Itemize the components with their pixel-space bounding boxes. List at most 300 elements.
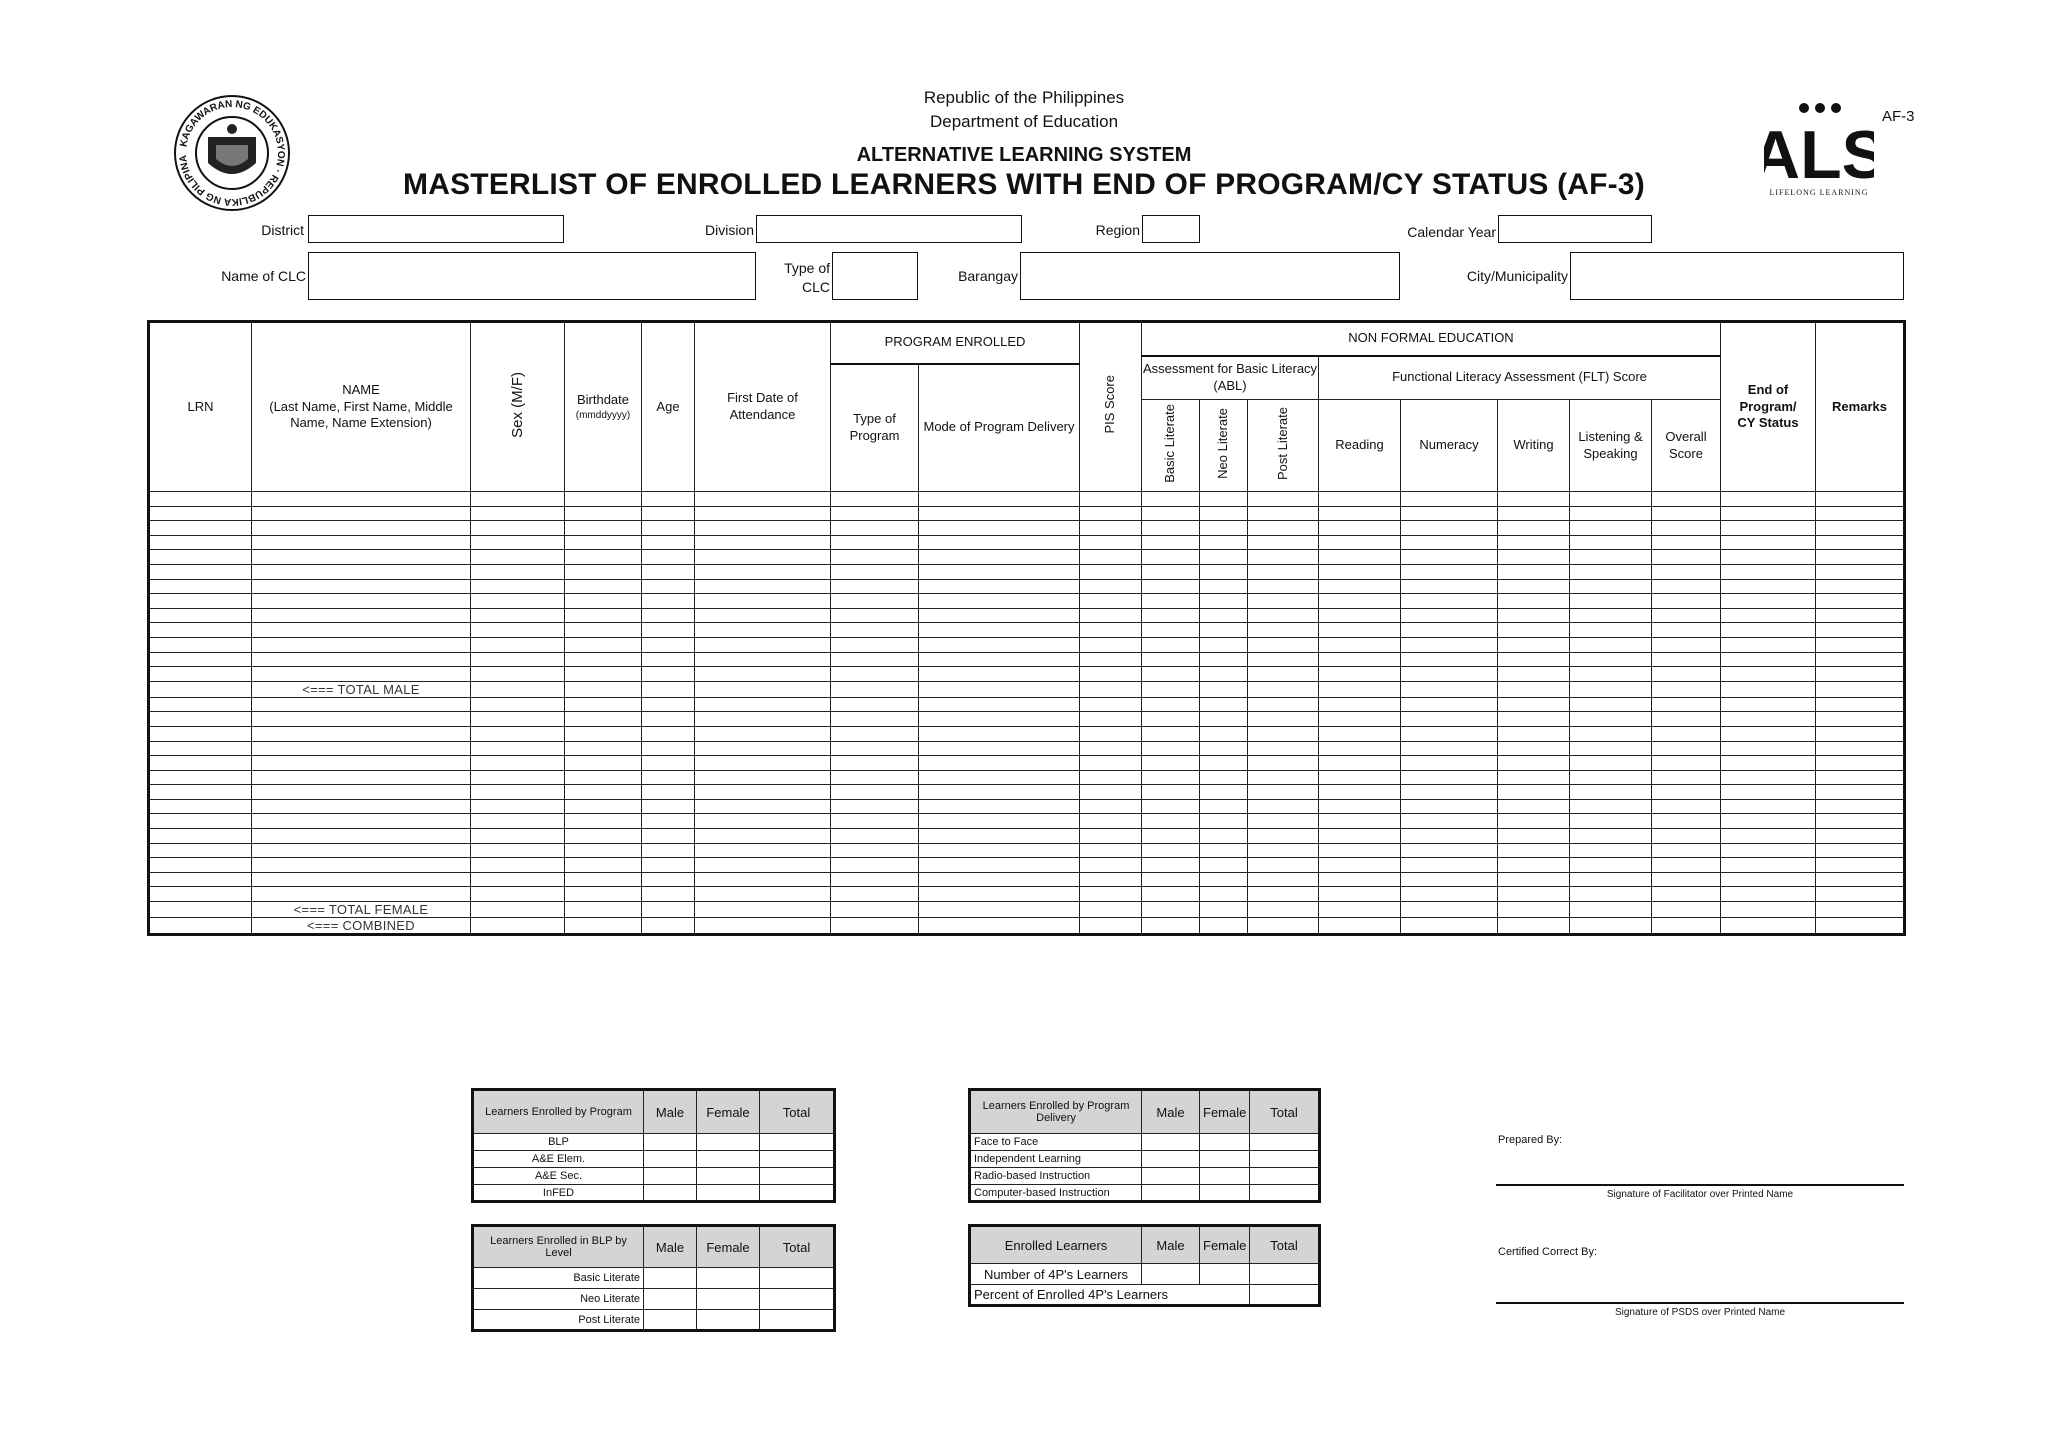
table-cell[interactable] xyxy=(695,814,831,829)
table-cell[interactable] xyxy=(1816,579,1905,594)
table-cell[interactable] xyxy=(1652,550,1721,565)
table-cell[interactable] xyxy=(695,667,831,682)
table-cell[interactable] xyxy=(1401,521,1498,536)
table-cell[interactable] xyxy=(1401,608,1498,623)
table-cell[interactable] xyxy=(471,829,565,844)
cell[interactable] xyxy=(760,1134,835,1151)
table-cell[interactable] xyxy=(1652,594,1721,609)
table-cell[interactable] xyxy=(1401,872,1498,887)
table-cell[interactable] xyxy=(1816,741,1905,756)
table-cell[interactable] xyxy=(695,564,831,579)
table-cell[interactable] xyxy=(1721,681,1816,697)
table-cell[interactable] xyxy=(642,726,695,741)
table-cell[interactable] xyxy=(1142,535,1200,550)
table-cell[interactable] xyxy=(565,608,642,623)
table-cell[interactable] xyxy=(1652,535,1721,550)
cell[interactable] xyxy=(644,1289,697,1310)
table-cell[interactable] xyxy=(1080,667,1142,682)
table-cell[interactable] xyxy=(1200,902,1248,918)
table-cell[interactable] xyxy=(695,918,831,935)
table-cell[interactable] xyxy=(1570,902,1652,918)
table-cell[interactable] xyxy=(1248,887,1319,902)
table-cell[interactable] xyxy=(1319,799,1401,814)
table-cell[interactable] xyxy=(252,579,471,594)
table-cell[interactable] xyxy=(1816,902,1905,918)
table-cell[interactable] xyxy=(1570,623,1652,638)
table-cell[interactable] xyxy=(1080,564,1142,579)
table-cell[interactable] xyxy=(1652,741,1721,756)
table-cell[interactable] xyxy=(642,637,695,652)
table-cell[interactable] xyxy=(831,579,919,594)
table-cell[interactable] xyxy=(471,902,565,918)
table-cell[interactable] xyxy=(919,652,1080,667)
table-cell[interactable] xyxy=(1248,872,1319,887)
table-cell[interactable] xyxy=(1816,785,1905,800)
table-cell[interactable] xyxy=(1652,579,1721,594)
table-cell[interactable] xyxy=(1721,535,1816,550)
table-cell[interactable] xyxy=(1142,726,1200,741)
table-cell[interactable] xyxy=(1200,637,1248,652)
table-cell[interactable] xyxy=(1498,799,1570,814)
table-cell[interactable] xyxy=(1248,637,1319,652)
table-cell[interactable] xyxy=(1248,492,1319,507)
table-cell[interactable] xyxy=(1652,652,1721,667)
cell[interactable] xyxy=(760,1289,835,1310)
table-cell[interactable] xyxy=(252,829,471,844)
table-cell[interactable] xyxy=(1142,918,1200,935)
table-cell[interactable] xyxy=(695,887,831,902)
table-cell[interactable] xyxy=(1319,667,1401,682)
table-cell[interactable] xyxy=(565,681,642,697)
table-cell[interactable] xyxy=(695,594,831,609)
cell[interactable] xyxy=(697,1310,760,1331)
table-cell[interactable] xyxy=(565,697,642,712)
table-cell[interactable] xyxy=(1816,623,1905,638)
table-cell[interactable] xyxy=(1200,550,1248,565)
table-cell[interactable] xyxy=(252,712,471,727)
table-cell[interactable] xyxy=(1498,535,1570,550)
table-cell[interactable] xyxy=(1080,492,1142,507)
table-cell[interactable] xyxy=(831,726,919,741)
cell[interactable] xyxy=(644,1268,697,1289)
table-cell[interactable] xyxy=(1652,770,1721,785)
table-cell[interactable] xyxy=(1248,785,1319,800)
table-cell[interactable] xyxy=(149,492,252,507)
table-cell[interactable] xyxy=(1142,652,1200,667)
table-cell[interactable] xyxy=(149,799,252,814)
table-cell[interactable] xyxy=(149,594,252,609)
table-cell[interactable] xyxy=(1401,918,1498,935)
table-cell[interactable] xyxy=(1200,785,1248,800)
cell[interactable] xyxy=(1250,1285,1320,1306)
table-cell[interactable] xyxy=(1498,652,1570,667)
table-cell[interactable] xyxy=(831,564,919,579)
table-cell[interactable] xyxy=(642,550,695,565)
table-cell[interactable] xyxy=(1498,726,1570,741)
cell[interactable] xyxy=(697,1134,760,1151)
table-cell[interactable] xyxy=(1401,829,1498,844)
table-cell[interactable] xyxy=(471,756,565,771)
table-cell[interactable] xyxy=(1401,535,1498,550)
table-cell[interactable] xyxy=(1498,564,1570,579)
table-cell[interactable] xyxy=(919,681,1080,697)
table-cell[interactable] xyxy=(565,712,642,727)
table-cell[interactable] xyxy=(1319,785,1401,800)
table-cell[interactable] xyxy=(252,814,471,829)
table-cell[interactable] xyxy=(1401,887,1498,902)
cell[interactable] xyxy=(1142,1168,1200,1185)
table-cell[interactable] xyxy=(149,756,252,771)
table-cell[interactable] xyxy=(1401,756,1498,771)
table-cell[interactable] xyxy=(149,872,252,887)
table-cell[interactable] xyxy=(1200,872,1248,887)
table-cell[interactable] xyxy=(695,902,831,918)
table-cell[interactable] xyxy=(149,637,252,652)
table-cell[interactable] xyxy=(1721,492,1816,507)
table-cell[interactable] xyxy=(919,564,1080,579)
table-cell[interactable] xyxy=(695,681,831,697)
table-cell[interactable] xyxy=(1200,521,1248,536)
table-cell[interactable] xyxy=(565,814,642,829)
table-cell[interactable] xyxy=(1200,829,1248,844)
table-cell[interactable] xyxy=(695,829,831,844)
table-cell[interactable] xyxy=(919,858,1080,873)
table-cell[interactable] xyxy=(1248,829,1319,844)
table-cell[interactable] xyxy=(831,652,919,667)
table-cell[interactable] xyxy=(1080,902,1142,918)
table-cell[interactable] xyxy=(1652,872,1721,887)
cell[interactable] xyxy=(1250,1264,1320,1285)
cell[interactable] xyxy=(1142,1264,1200,1285)
table-cell[interactable] xyxy=(1570,814,1652,829)
table-cell[interactable] xyxy=(1248,902,1319,918)
table-cell[interactable] xyxy=(1401,799,1498,814)
table-cell[interactable] xyxy=(565,623,642,638)
table-cell[interactable] xyxy=(831,492,919,507)
table-cell[interactable] xyxy=(1200,594,1248,609)
table-cell[interactable] xyxy=(831,770,919,785)
table-cell[interactable] xyxy=(565,550,642,565)
table-cell[interactable] xyxy=(252,697,471,712)
cell[interactable] xyxy=(1250,1134,1320,1151)
table-cell[interactable] xyxy=(1816,887,1905,902)
table-cell[interactable] xyxy=(565,829,642,844)
table-cell[interactable] xyxy=(252,594,471,609)
cell[interactable] xyxy=(644,1151,697,1168)
table-cell[interactable] xyxy=(1721,887,1816,902)
table-cell[interactable] xyxy=(695,872,831,887)
table-cell[interactable] xyxy=(1200,652,1248,667)
table-cell[interactable] xyxy=(1652,726,1721,741)
table-cell[interactable] xyxy=(1401,726,1498,741)
table-cell[interactable] xyxy=(1816,872,1905,887)
table-cell[interactable] xyxy=(642,506,695,521)
table-cell[interactable] xyxy=(1248,858,1319,873)
table-cell[interactable] xyxy=(642,799,695,814)
table-cell[interactable] xyxy=(919,506,1080,521)
table-cell[interactable] xyxy=(1248,608,1319,623)
table-cell[interactable] xyxy=(695,637,831,652)
table-cell[interactable] xyxy=(149,550,252,565)
table-cell[interactable] xyxy=(1652,564,1721,579)
table-cell[interactable] xyxy=(565,535,642,550)
table-cell[interactable] xyxy=(1721,814,1816,829)
table-cell[interactable] xyxy=(1570,637,1652,652)
table-cell[interactable] xyxy=(1080,726,1142,741)
cell[interactable] xyxy=(1200,1264,1250,1285)
table-cell[interactable] xyxy=(1200,623,1248,638)
table-cell[interactable] xyxy=(1652,814,1721,829)
table-cell[interactable] xyxy=(1570,770,1652,785)
table-cell[interactable] xyxy=(831,814,919,829)
table-cell[interactable] xyxy=(831,550,919,565)
table-cell[interactable] xyxy=(919,550,1080,565)
table-cell[interactable] xyxy=(149,785,252,800)
table-cell[interactable] xyxy=(1248,843,1319,858)
table-cell[interactable] xyxy=(642,918,695,935)
table-cell[interactable] xyxy=(252,550,471,565)
table-cell[interactable] xyxy=(471,858,565,873)
table-cell[interactable] xyxy=(642,741,695,756)
table-cell[interactable] xyxy=(831,741,919,756)
table-cell[interactable] xyxy=(1200,712,1248,727)
cell[interactable] xyxy=(760,1268,835,1289)
table-cell[interactable] xyxy=(831,637,919,652)
cell[interactable] xyxy=(760,1168,835,1185)
division-field[interactable] xyxy=(756,215,1022,243)
table-cell[interactable] xyxy=(471,652,565,667)
table-cell[interactable] xyxy=(1816,594,1905,609)
table-cell[interactable] xyxy=(695,506,831,521)
table-cell[interactable] xyxy=(1652,887,1721,902)
table-cell[interactable] xyxy=(1200,887,1248,902)
table-cell[interactable] xyxy=(1142,579,1200,594)
table-cell[interactable] xyxy=(1498,858,1570,873)
table-cell[interactable] xyxy=(1200,799,1248,814)
table-cell[interactable] xyxy=(695,623,831,638)
table-cell[interactable] xyxy=(1080,637,1142,652)
table-cell[interactable] xyxy=(919,712,1080,727)
table-cell[interactable] xyxy=(1721,652,1816,667)
table-cell[interactable] xyxy=(1816,843,1905,858)
table-cell[interactable] xyxy=(1080,579,1142,594)
table-cell[interactable] xyxy=(149,741,252,756)
table-cell[interactable] xyxy=(1401,712,1498,727)
table-cell[interactable] xyxy=(1142,843,1200,858)
table-cell[interactable] xyxy=(642,843,695,858)
table-cell[interactable] xyxy=(695,726,831,741)
table-cell[interactable] xyxy=(695,843,831,858)
table-cell[interactable] xyxy=(1721,623,1816,638)
table-cell[interactable] xyxy=(642,712,695,727)
table-cell[interactable] xyxy=(1142,872,1200,887)
table-cell[interactable] xyxy=(642,681,695,697)
cell[interactable] xyxy=(697,1151,760,1168)
table-cell[interactable] xyxy=(1200,608,1248,623)
table-cell[interactable] xyxy=(565,799,642,814)
table-cell[interactable] xyxy=(1721,858,1816,873)
table-cell[interactable] xyxy=(642,521,695,536)
table-cell[interactable] xyxy=(1319,681,1401,697)
cell[interactable] xyxy=(1142,1151,1200,1168)
cell[interactable] xyxy=(760,1151,835,1168)
table-cell[interactable] xyxy=(1652,756,1721,771)
table-cell[interactable] xyxy=(1498,814,1570,829)
table-cell[interactable] xyxy=(1142,712,1200,727)
table-cell[interactable] xyxy=(471,535,565,550)
cell[interactable] xyxy=(1142,1134,1200,1151)
table-cell[interactable] xyxy=(1080,887,1142,902)
table-cell[interactable] xyxy=(1142,492,1200,507)
table-cell[interactable] xyxy=(642,697,695,712)
table-cell[interactable] xyxy=(1248,741,1319,756)
table-cell[interactable] xyxy=(919,594,1080,609)
table-cell[interactable] xyxy=(1142,550,1200,565)
table-cell[interactable] xyxy=(252,872,471,887)
table-cell[interactable] xyxy=(1721,799,1816,814)
table-cell[interactable] xyxy=(149,902,252,918)
table-cell[interactable] xyxy=(471,681,565,697)
table-cell[interactable] xyxy=(695,741,831,756)
table-cell[interactable] xyxy=(471,872,565,887)
table-cell[interactable] xyxy=(149,506,252,521)
table-cell[interactable] xyxy=(1721,608,1816,623)
cell[interactable] xyxy=(1200,1185,1250,1202)
table-cell[interactable] xyxy=(471,918,565,935)
table-cell[interactable] xyxy=(1200,843,1248,858)
region-field[interactable] xyxy=(1142,215,1200,243)
table-cell[interactable] xyxy=(919,902,1080,918)
table-cell[interactable] xyxy=(1721,594,1816,609)
table-cell[interactable] xyxy=(1570,608,1652,623)
table-cell[interactable] xyxy=(1200,814,1248,829)
table-cell[interactable] xyxy=(642,770,695,785)
cell[interactable] xyxy=(644,1134,697,1151)
table-cell[interactable] xyxy=(1498,756,1570,771)
table-cell[interactable] xyxy=(565,902,642,918)
table-cell[interactable] xyxy=(831,712,919,727)
table-cell[interactable] xyxy=(1721,579,1816,594)
table-cell[interactable] xyxy=(1570,918,1652,935)
table-cell[interactable] xyxy=(565,726,642,741)
table-cell[interactable] xyxy=(565,858,642,873)
table-cell[interactable] xyxy=(252,506,471,521)
table-cell[interactable] xyxy=(642,579,695,594)
table-cell[interactable] xyxy=(565,770,642,785)
table-cell[interactable] xyxy=(1319,741,1401,756)
table-cell[interactable] xyxy=(1570,579,1652,594)
table-cell[interactable] xyxy=(149,726,252,741)
table-cell[interactable] xyxy=(1142,637,1200,652)
table-cell[interactable] xyxy=(1401,550,1498,565)
table-cell[interactable] xyxy=(149,564,252,579)
cell[interactable] xyxy=(1200,1151,1250,1168)
table-cell[interactable] xyxy=(1080,681,1142,697)
table-cell[interactable] xyxy=(1721,902,1816,918)
table-cell[interactable] xyxy=(149,623,252,638)
table-cell[interactable] xyxy=(1142,667,1200,682)
table-cell[interactable] xyxy=(642,667,695,682)
table-cell[interactable] xyxy=(1570,858,1652,873)
table-cell[interactable] xyxy=(1319,564,1401,579)
table-cell[interactable] xyxy=(565,506,642,521)
table-cell[interactable] xyxy=(1498,637,1570,652)
table-cell[interactable] xyxy=(695,712,831,727)
table-cell[interactable] xyxy=(1080,608,1142,623)
table-cell[interactable] xyxy=(642,564,695,579)
cell[interactable] xyxy=(644,1185,697,1202)
table-cell[interactable] xyxy=(252,652,471,667)
table-cell[interactable] xyxy=(471,843,565,858)
table-cell[interactable] xyxy=(1816,492,1905,507)
table-cell[interactable] xyxy=(252,756,471,771)
table-cell[interactable] xyxy=(252,887,471,902)
table-cell[interactable] xyxy=(1498,608,1570,623)
table-cell[interactable] xyxy=(1498,492,1570,507)
table-cell[interactable] xyxy=(831,843,919,858)
table-cell[interactable] xyxy=(831,918,919,935)
table-cell[interactable] xyxy=(1570,843,1652,858)
table-cell[interactable] xyxy=(831,608,919,623)
table-cell[interactable] xyxy=(1498,902,1570,918)
table-cell[interactable] xyxy=(565,843,642,858)
table-cell[interactable] xyxy=(1816,535,1905,550)
table-cell[interactable] xyxy=(1816,550,1905,565)
table-cell[interactable] xyxy=(1816,918,1905,935)
table-cell[interactable] xyxy=(1652,697,1721,712)
table-cell[interactable] xyxy=(1319,918,1401,935)
table-cell[interactable] xyxy=(1142,785,1200,800)
table-cell[interactable] xyxy=(1816,564,1905,579)
city-field[interactable] xyxy=(1570,252,1904,300)
table-cell[interactable] xyxy=(919,637,1080,652)
table-cell[interactable] xyxy=(1652,829,1721,844)
table-cell[interactable] xyxy=(471,550,565,565)
table-cell[interactable] xyxy=(1142,608,1200,623)
table-cell[interactable] xyxy=(642,829,695,844)
table-cell[interactable] xyxy=(1319,521,1401,536)
table-cell[interactable] xyxy=(695,756,831,771)
table-cell[interactable] xyxy=(149,667,252,682)
table-cell[interactable] xyxy=(1498,521,1570,536)
table-cell[interactable] xyxy=(1721,506,1816,521)
table-cell[interactable] xyxy=(1570,697,1652,712)
table-cell[interactable] xyxy=(149,697,252,712)
cell[interactable] xyxy=(1250,1185,1320,1202)
table-cell[interactable] xyxy=(1319,492,1401,507)
table-cell[interactable] xyxy=(1401,843,1498,858)
table-cell[interactable] xyxy=(1319,550,1401,565)
table-cell[interactable] xyxy=(1319,652,1401,667)
table-cell[interactable] xyxy=(1200,681,1248,697)
table-cell[interactable] xyxy=(1652,521,1721,536)
table-cell[interactable] xyxy=(1080,594,1142,609)
table-cell[interactable] xyxy=(642,785,695,800)
table-cell[interactable] xyxy=(1721,785,1816,800)
table-cell[interactable] xyxy=(565,492,642,507)
table-cell[interactable] xyxy=(695,535,831,550)
table-cell[interactable] xyxy=(1498,579,1570,594)
table-cell[interactable] xyxy=(831,681,919,697)
table-cell[interactable] xyxy=(1401,579,1498,594)
table-cell[interactable] xyxy=(1721,550,1816,565)
table-cell[interactable] xyxy=(1080,770,1142,785)
table-cell[interactable] xyxy=(919,741,1080,756)
table-cell[interactable] xyxy=(919,623,1080,638)
table-cell[interactable] xyxy=(1652,492,1721,507)
table-cell[interactable] xyxy=(1401,858,1498,873)
table-cell[interactable] xyxy=(1401,623,1498,638)
